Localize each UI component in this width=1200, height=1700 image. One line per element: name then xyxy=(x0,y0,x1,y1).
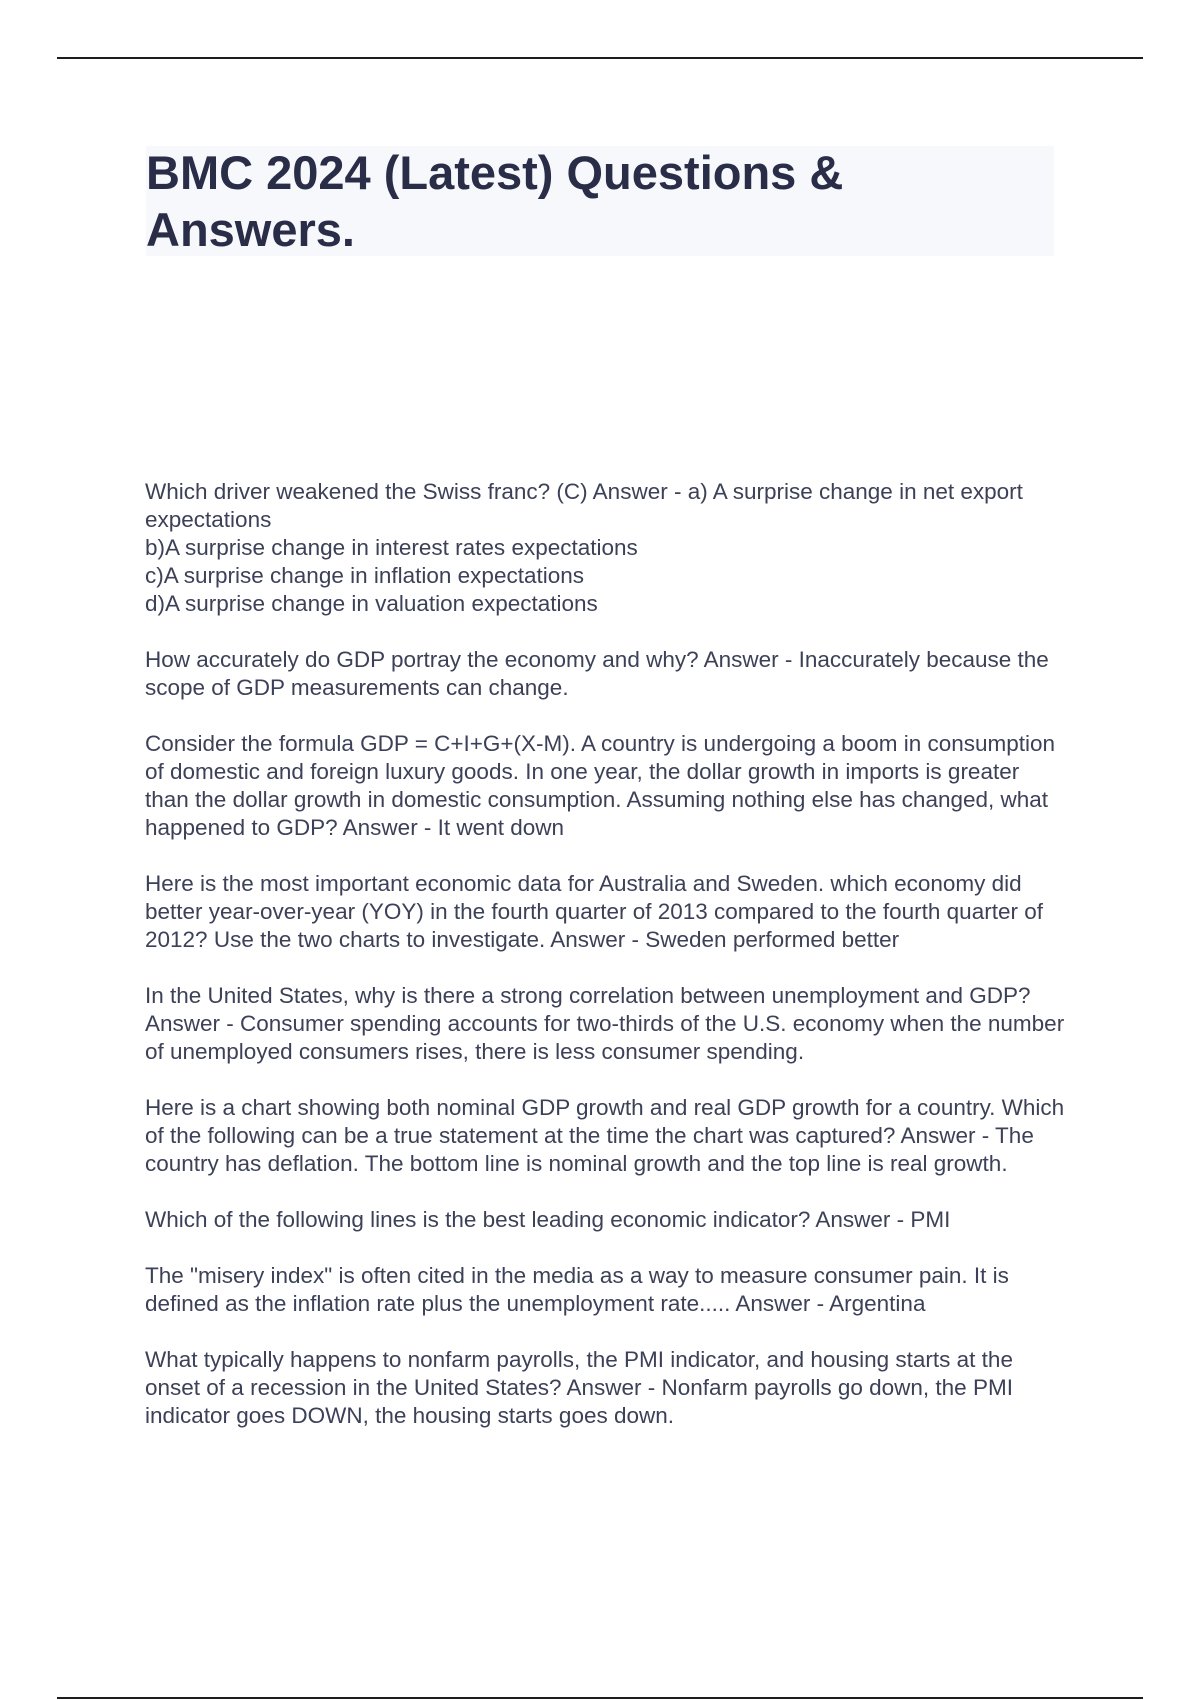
qa-item-8: The "misery index" is often cited in the media as a way to measure consumer pain. It is defined as the inflation rate plus the unemployment rate..... Answer - Argentina xyxy=(145,1263,1009,1316)
qa-item-7: Which of the following lines is the best leading economic indicator? Answer - PMI xyxy=(145,1207,951,1232)
document-title: BMC 2024 (Latest) Questions & Answers. xyxy=(146,146,844,256)
top-rule xyxy=(57,57,1143,59)
bottom-rule xyxy=(57,1697,1143,1699)
qa-item-6: Here is a chart showing both nominal GDP growth and real GDP growth for a country. Which of the following can be a true statement at the time the chart was captured? Answer - The country has deflation. The bottom line is nominal growth and the top line is real growth. xyxy=(145,1095,1065,1176)
qa-item-1: Which driver weakened the Swiss franc? (C) Answer - a) A surprise change in net export expectations b)A surprise change in interest rates expectations c)A surprise change in inflation expectations d)A surprise change in valuation expectations xyxy=(145,479,1023,616)
qa-item-5: In the United States, why is there a strong correlation between unemployment and GDP? Answer - Consumer spending accounts for two-thirds of the U.S. economy when the number of unemployed consumers rises, there is less consumer spending. xyxy=(145,983,1065,1064)
qa-item-2: How accurately do GDP portray the economy and why? Answer - Inaccurately because the scope of GDP measurements can change. xyxy=(145,647,1049,700)
qa-item-4: Here is the most important economic data for Australia and Sweden. which economy did better year-over-year (YOY) in the fourth quarter of 2013 compared to the fourth quarter of 2012? Use the two charts to investigate. Answer - Sweden performed better xyxy=(145,871,1043,952)
qa-item-9: What typically happens to nonfarm payrolls, the PMI indicator, and housing starts at the onset of a recession in the United States? Answer - Nonfarm payrolls go down, the PMI indicator goes DOWN, the housing starts goes down. xyxy=(145,1347,1013,1428)
qa-list xyxy=(145,478,1065,1458)
qa-item-3: Consider the formula GDP = C+I+G+(X-M). A country is undergoing a boom in consumption of domestic and foreign luxury goods. In one year, the dollar growth in imports is greater than the dollar growth in domestic consumption. Assuming nothing else has changed, what happened to GDP? Answer - It went down xyxy=(145,731,1056,840)
